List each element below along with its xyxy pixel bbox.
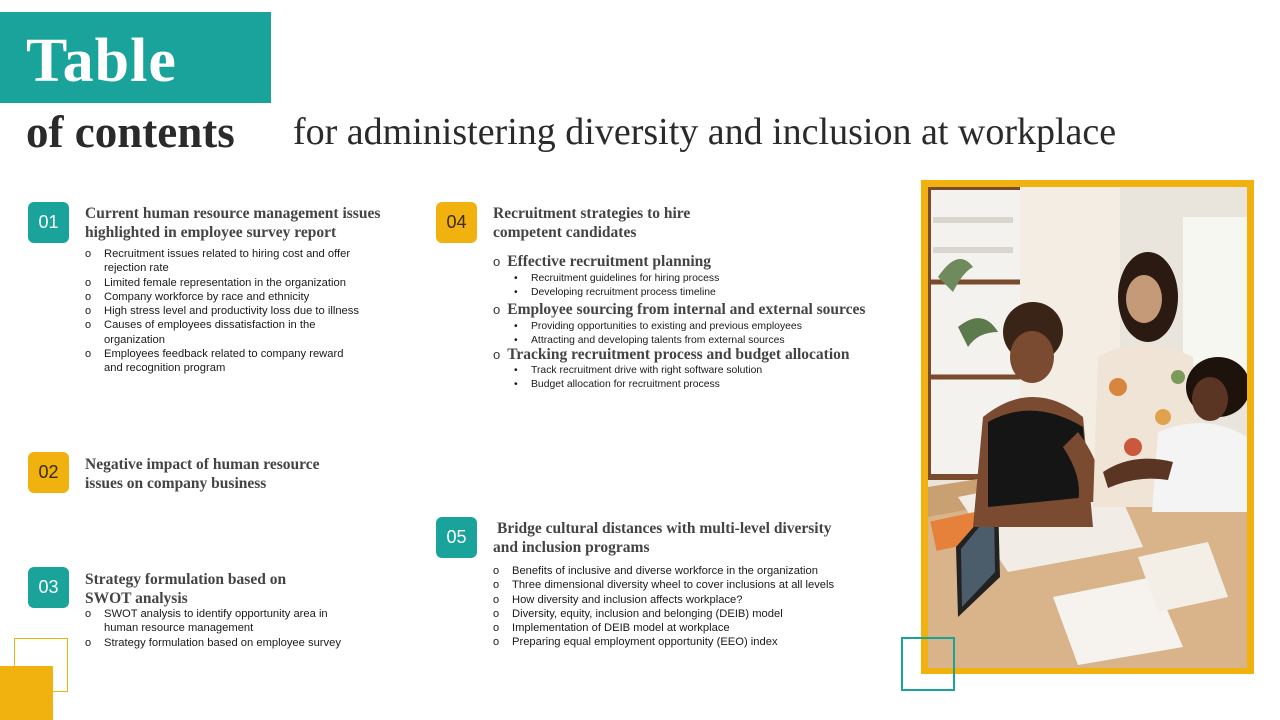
list-item: • Developing recruitment process timeline — [512, 286, 892, 300]
section-title-line: and inclusion programs — [493, 539, 650, 556]
list-item: o Diversity, equity, inclusion and belonging (DEIB) model — [493, 607, 893, 621]
section-title-line: competent candidates — [493, 224, 637, 241]
section-title-05[interactable] — [493, 519, 832, 557]
subsection-heading[interactable]: o Employee sourcing from internal and external sources — [493, 301, 866, 318]
list-item: • Attracting and developing talents from external sources — [512, 334, 892, 348]
list-item: o Recruitment issues related to hiring cost and offer rejection rate — [85, 247, 405, 276]
subsection-list — [512, 364, 892, 391]
list-item: o High stress level and productivity loss due to illness — [85, 304, 405, 318]
section-title-line: Negative impact of human resource — [85, 456, 320, 473]
list-item: • Track recruitment drive with right software solution — [512, 364, 892, 378]
list-item: • Providing opportunities to existing and previous employees — [512, 320, 892, 334]
section-number-01: 01 — [28, 202, 69, 243]
section-list-01 — [85, 247, 405, 376]
section-title-line: SWOT analysis — [85, 590, 188, 607]
list-item: o Company workforce by race and ethnicity — [85, 290, 405, 304]
subsection-list — [512, 272, 892, 299]
subsection-heading[interactable]: o Effective recruitment planning — [493, 253, 711, 270]
section-title-04[interactable] — [493, 204, 690, 242]
section-title-line: Current human resource management issues — [85, 205, 381, 222]
page-topic: for administering diversity and inclusion at workplace — [293, 111, 1117, 153]
section-title-line: issues on company business — [85, 475, 267, 492]
team-meeting-photo — [928, 187, 1247, 668]
list-item: o Strategy formulation based on employee survey — [85, 636, 405, 650]
section-title-03[interactable] — [85, 570, 286, 608]
section-list-05 — [493, 564, 893, 650]
list-item: • Recruitment guidelines for hiring process — [512, 272, 892, 286]
section-number-03: 03 — [28, 567, 69, 608]
section-number-04: 04 — [436, 202, 477, 243]
list-item: o Three dimensional diversity wheel to cover inclusions at all levels — [493, 578, 893, 592]
page-subtitle: of contents — [26, 107, 235, 157]
list-item: o SWOT analysis to identify opportunity area in human resource management — [85, 607, 405, 636]
decorative-square-gold — [0, 666, 53, 720]
list-item: o Preparing equal employment opportunity (EEO) index — [493, 635, 893, 649]
section-list-03 — [85, 607, 405, 650]
decorative-square-teal — [901, 637, 955, 691]
section-title-line: Bridge cultural distances with multi-level diversity — [497, 520, 832, 537]
list-item: • Budget allocation for recruitment process — [512, 378, 892, 392]
subsection-list — [512, 320, 892, 347]
section-title-line: Recruitment strategies to hire — [493, 205, 691, 222]
page-title: Table — [26, 27, 177, 95]
list-item: o Causes of employees dissatisfaction in the organization — [85, 318, 405, 347]
list-item: o How diversity and inclusion affects workplace? — [493, 593, 893, 607]
list-item: o Limited female representation in the organization — [85, 276, 405, 290]
section-title-line: highlighted in employee survey report — [85, 224, 337, 241]
section-number-05: 05 — [436, 517, 477, 558]
subsection-heading[interactable]: o Tracking recruitment process and budget allocation — [493, 346, 850, 363]
section-number-02: 02 — [28, 452, 69, 493]
list-item: o Implementation of DEIB model at workplace — [493, 621, 893, 635]
list-item: o Benefits of inclusive and diverse workforce in the organization — [493, 564, 893, 578]
section-title-01[interactable] — [85, 204, 380, 242]
list-item: o Employees feedback related to company reward and recognition program — [85, 347, 405, 376]
section-title-02[interactable] — [85, 455, 319, 493]
section-title-line: Strategy formulation based on — [85, 571, 287, 588]
